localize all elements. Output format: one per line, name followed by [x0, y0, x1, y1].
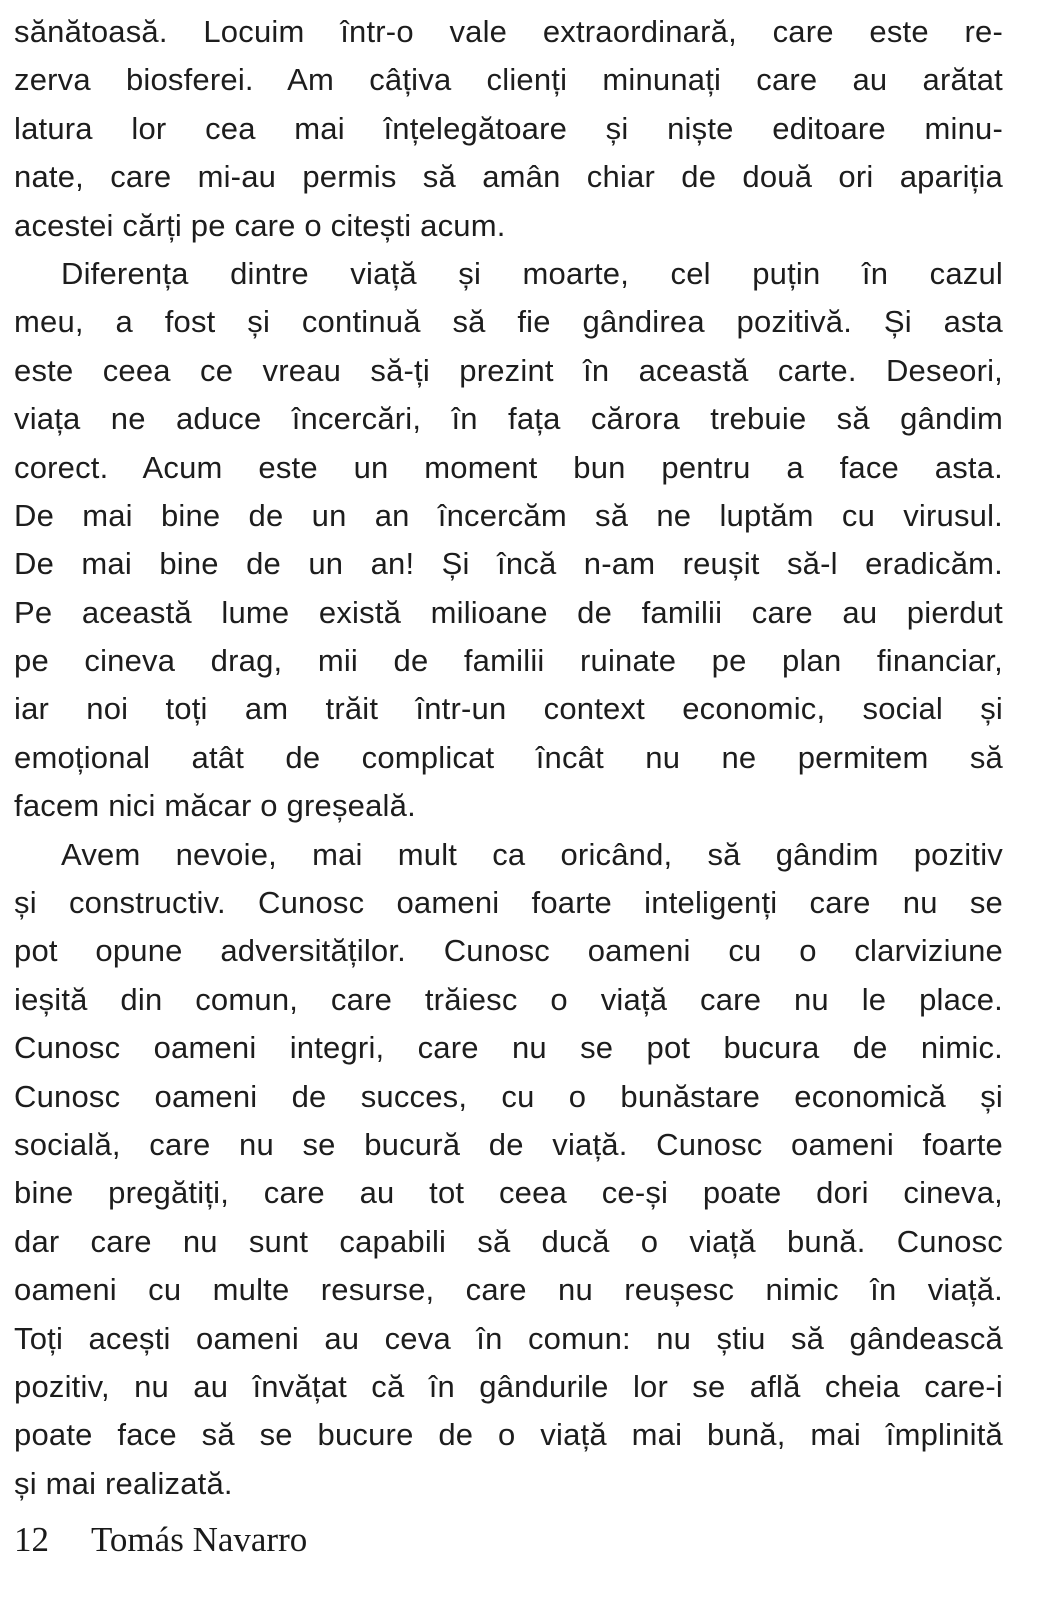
text-line: și constructiv. Cunosc oameni foarte inteligenți care nu se — [14, 885, 1003, 921]
text-line: De mai bine de un an! Și încă n-am reușit să-l eradicăm. — [14, 546, 1003, 582]
text-line: Toți acești oameni au ceva în comun: nu știu să gândească — [14, 1320, 1003, 1356]
text-line: Pe această lume există milioane de familii care au pierdut — [14, 594, 1003, 630]
page-footer — [14, 1520, 307, 1560]
page-text — [14, 8, 1003, 1508]
text-line: dar care nu sunt capabili să ducă o viață bună. Cunosc — [14, 1223, 1003, 1259]
running-head: Tomás Navarro — [91, 1520, 308, 1559]
text-line: Cunosc oameni de succes, cu o bunăstare economică și — [14, 1078, 1003, 1114]
text-line: pot opune adversităților. Cunosc oameni cu o clarviziune — [14, 933, 1003, 969]
text-line: și mai realizată. — [14, 1465, 233, 1501]
text-line: facem nici măcar o greșeală. — [14, 788, 416, 824]
text-line: Avem nevoie, mai mult ca oricând, să gândim pozitiv — [61, 836, 1003, 872]
paragraph — [14, 250, 1003, 831]
text-line: pozitiv, nu au învățat că în gândurile lor se află cheia care-i — [14, 1368, 1003, 1404]
paragraph — [14, 831, 1003, 1508]
text-line: sănătoasă. Locuim într-o vale extraordinară, care este re- — [14, 14, 1003, 49]
text-line: ieșită din comun, care trăiesc o viață care nu le place. — [14, 981, 1003, 1017]
paragraph — [14, 8, 1003, 250]
text-line: socială, care nu se bucură de viață. Cunosc oameni foarte — [14, 1126, 1003, 1162]
text-line: este ceea ce vreau să-ți prezint în această carte. Deseori, — [14, 352, 1003, 388]
text-line: De mai bine de un an încercăm să ne luptăm cu virusul. — [14, 497, 1003, 533]
text-line: viața ne aduce încercări, în fața cărora trebuie să gândim — [14, 401, 1003, 437]
text-line: latura lor cea mai înțelegătoare și niște editoare minu- — [14, 110, 1003, 146]
text-line: corect. Acum este un moment bun pentru a face asta. — [14, 449, 1003, 485]
text-line: Cunosc oameni integri, care nu se pot bucura de nimic. — [14, 1030, 1003, 1066]
text-line: emoțional atât de complicat încât nu ne permitem să — [14, 739, 1003, 775]
text-line: meu, a fost și continuă să fie gândirea pozitivă. Și asta — [14, 304, 1003, 340]
page-number: 12 — [14, 1520, 49, 1559]
text-line: pe cineva drag, mii de familii ruinate pe plan financiar, — [14, 643, 1003, 679]
text-line: acestei cărți pe care o citești acum. — [14, 207, 506, 243]
text-line: zerva biosferei. Am câțiva clienți minunați care au arătat — [14, 62, 1003, 98]
text-line: Diferența dintre viață și moarte, cel puțin în cazul — [61, 255, 1003, 291]
text-line: nate, care mi-au permis să amân chiar de două ori apariția — [14, 159, 1003, 195]
text-line: iar noi toți am trăit într-un context economic, social și — [14, 691, 1003, 727]
text-line: oameni cu multe resurse, care nu reușesc nimic în viață. — [14, 1272, 1003, 1308]
text-line: poate face să se bucure de o viață mai bună, mai împlinită — [14, 1417, 1003, 1453]
text-line: bine pregătiți, care au tot ceea ce-și poate dori cineva, — [14, 1175, 1003, 1211]
